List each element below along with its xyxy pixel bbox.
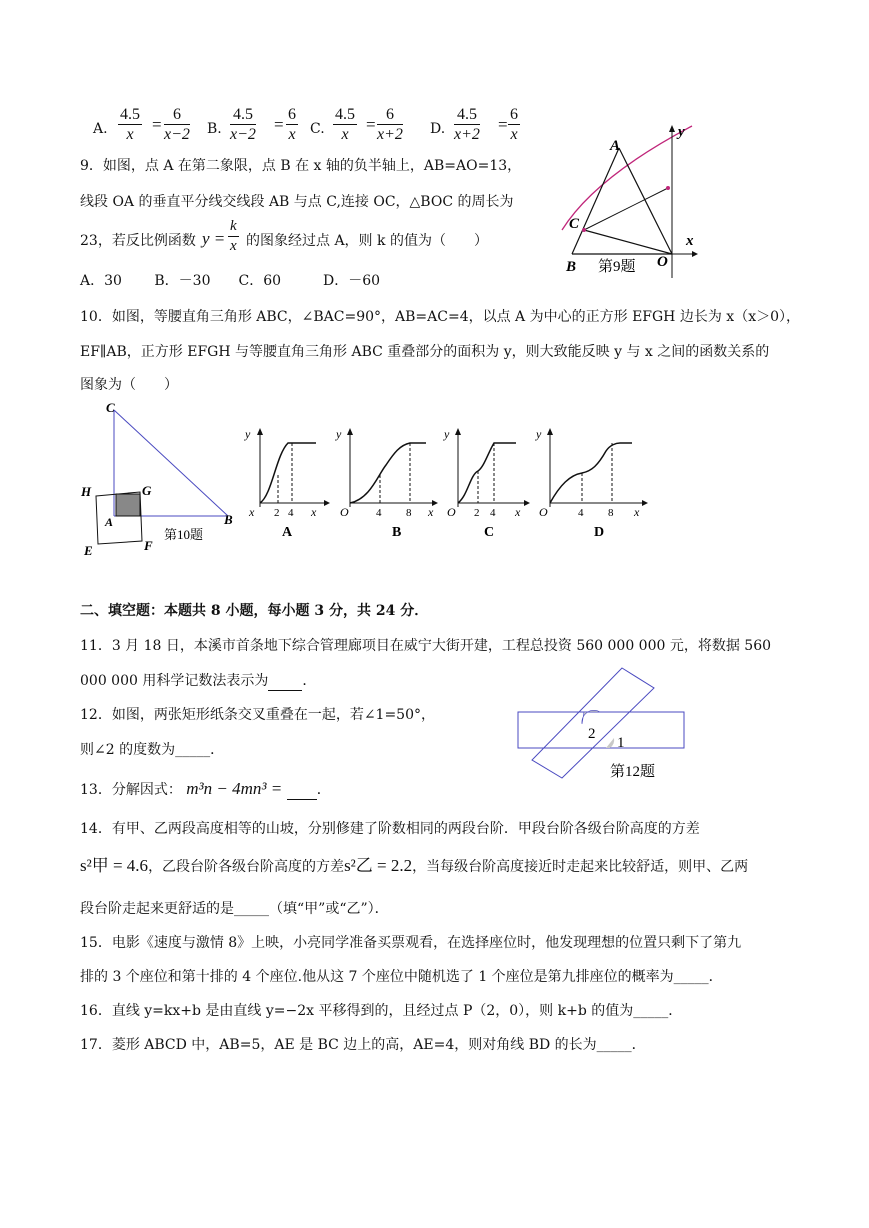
angle-2-label: 2 bbox=[588, 726, 596, 742]
tick-label: 4 bbox=[578, 507, 584, 519]
q14-line1: 14．有甲、乙两段高度相等的山坡，分别修建了阶数相同的两段台阶．甲段台阶各级台阶高度的方差 bbox=[80, 821, 700, 837]
q8-option-a-label: A. bbox=[93, 121, 108, 137]
q15-line1: 15．电影《速度与激情 8》上映，小亮同学准备买票观看，在选择座位时，他发现理想的位置只剩下了第九 bbox=[80, 935, 742, 951]
q10-graph-c bbox=[442, 425, 532, 540]
q10-graph-b bbox=[330, 425, 440, 540]
axis-x-label: x bbox=[311, 505, 317, 519]
label-c: C bbox=[569, 216, 580, 232]
q10-line1: 10．如图，等腰直角三角形 ABC，∠BAC=90°，AB=AC=4，以点 A 为中心的正方形 EFGH 边长为 x（x＞0）， bbox=[80, 309, 800, 325]
label-f: F bbox=[144, 538, 153, 553]
q11-answer-blank bbox=[268, 672, 302, 691]
q9-y-eq: y = bbox=[202, 229, 226, 248]
q10-figure bbox=[76, 398, 246, 560]
label-x: x bbox=[686, 233, 694, 249]
q8-d-frac2: $\frac{6}{x}$ bbox=[510, 106, 518, 143]
q14-line3: 段台阶走起来更舒适的是_____（填“甲”或“乙”）． bbox=[80, 901, 389, 917]
tilted-strip bbox=[532, 668, 654, 778]
tick-label: 2 bbox=[474, 507, 480, 519]
q8-a-eq: = bbox=[152, 115, 162, 134]
q9-line2: 线段 OA 的垂直平分线交线段 AB 与点 C,连接 OC，△BOC 的周长为 bbox=[80, 194, 514, 210]
label-c: C bbox=[106, 400, 115, 415]
axis-y-label: y bbox=[536, 427, 542, 441]
q9-options: A．30 B．－30 C．60 D．－60 bbox=[80, 273, 381, 289]
tick-label: 4 bbox=[288, 507, 294, 519]
q13-expression: m³n − 4mn³ = bbox=[186, 779, 283, 798]
q13-end: ． bbox=[316, 782, 331, 798]
q8-c-frac1: $\frac{4.5}{x}$ bbox=[335, 106, 355, 143]
label-h: H bbox=[81, 484, 92, 499]
q8-option-c-label: C. bbox=[310, 121, 325, 137]
label-e: E bbox=[84, 543, 93, 558]
q14-mid-text: ，乙段台阶各级台阶高度的方差 bbox=[148, 859, 345, 875]
q8-d-frac1: $\frac{4.5}{x+2}$ bbox=[454, 106, 480, 143]
q11-line1: 11．3 月 18 日，本溪市首条地下综合管理廊项目在威宁大街开建，工程总投资 560 000 000 元，将数据 560 bbox=[80, 638, 772, 654]
horizontal-strip bbox=[518, 712, 684, 748]
graph-letter: C bbox=[484, 525, 495, 540]
origin-label: O bbox=[539, 505, 548, 519]
axis-x-label: x bbox=[515, 505, 521, 519]
q11-line2-end: ． bbox=[302, 673, 317, 689]
tick-label: 8 bbox=[406, 507, 412, 519]
label-a: A bbox=[610, 138, 621, 154]
q8-option-d-label: D. bbox=[430, 121, 446, 137]
q14-variance-jia: s²甲 = 4.6 bbox=[80, 856, 149, 875]
overlap-region bbox=[116, 494, 140, 516]
q10-graph-a bbox=[236, 425, 330, 540]
tick-label: 4 bbox=[490, 507, 496, 519]
axis-y-label: y bbox=[245, 427, 251, 441]
q11-line2 bbox=[80, 672, 316, 691]
q8-a-frac1: $\frac{4.5}{x}$ bbox=[120, 106, 140, 143]
q12-figure bbox=[514, 664, 694, 784]
q17-line: 17．菱形 ABCD 中，AB=5，AE 是 BC 边上的高，AE=4，则对角线 BD 的长为_____． bbox=[80, 1037, 646, 1053]
tick-label: 4 bbox=[376, 507, 382, 519]
q8-b-frac2: $\frac{6}{x}$ bbox=[288, 106, 296, 143]
q10-graph-d bbox=[532, 425, 650, 540]
q9-line1: 9．如图，点 A 在第二象限，点 B 在 x 轴的负半轴上，AB=AO=13， bbox=[80, 158, 522, 174]
label-b: B bbox=[224, 512, 233, 527]
tick-label: 8 bbox=[608, 507, 614, 519]
q8-c-frac2: $\frac{6}{x+2}$ bbox=[377, 106, 403, 143]
q14-variance-yi: s²乙 = 2.2 bbox=[344, 856, 413, 875]
axis-y-label: y bbox=[444, 427, 450, 441]
q11-line2-text: 000 000 用科学记数法表示为 bbox=[80, 673, 269, 689]
q8-b-eq: = bbox=[274, 115, 284, 134]
angle-1-label: 1 bbox=[617, 735, 625, 751]
q12-caption: 第12题 bbox=[610, 764, 656, 780]
label-y: y bbox=[678, 124, 685, 140]
graph-letter: D bbox=[594, 525, 605, 540]
q9-line3-post: 的图象经过点 A，则 k 的值为（ ） bbox=[246, 233, 488, 249]
q13-line bbox=[80, 780, 331, 800]
label-b: B bbox=[566, 259, 577, 275]
q10-line2: EF∥AB，正方形 EFGH 与等腰直角三角形 ABC 重叠部分的面积为 y，则大致能反映 y 与 x 之间的函数关系的 bbox=[80, 344, 770, 360]
label-a: A bbox=[105, 515, 114, 529]
q8-d-eq: = bbox=[498, 115, 508, 134]
q13-prefix: 13．分解因式： bbox=[80, 782, 182, 798]
q14-line2-end: ，当每级台阶高度接近时走起来比较舒适，则甲、乙两 bbox=[412, 859, 749, 875]
graph-letter: A bbox=[282, 525, 293, 540]
q9-k-over-x: $\frac{k}{x}$ bbox=[230, 218, 237, 254]
axis-x-label: x bbox=[634, 505, 640, 519]
segment-co bbox=[584, 230, 672, 254]
section-2-title: 二、填空题：本题共 8 小题，每小题 3 分，共 24 分． bbox=[80, 603, 429, 619]
axis-origin-label: x bbox=[249, 505, 255, 519]
q8-option-b-label: B. bbox=[207, 121, 222, 137]
q8-b-frac1: $\frac{4.5}{x-2}$ bbox=[230, 106, 256, 143]
label-g: G bbox=[142, 483, 152, 498]
q8-a-frac2: $\frac{6}{x-2}$ bbox=[164, 106, 190, 143]
axis-x-label: x bbox=[428, 505, 434, 519]
origin-label: O bbox=[340, 505, 349, 519]
q16-line: 16．直线 y=kx+b 是由直线 y=−2x 平移得到的，且经过点 P（2，0），则 k+b 的值为_____． bbox=[80, 1003, 683, 1019]
graph-letter: B bbox=[392, 525, 402, 540]
q15-line2: 排的 3 个座位和第十排的 4 个座位.他从这 7 个座位中随机选了 1 个座位是第九排座位的概率为_____． bbox=[80, 969, 723, 985]
tick-label: 2 bbox=[274, 507, 280, 519]
q10-caption: 第10题 bbox=[164, 527, 204, 542]
q9-figure bbox=[552, 118, 712, 278]
q14-line2 bbox=[80, 857, 748, 876]
origin-label: O bbox=[447, 505, 456, 519]
q9-line3-pre: 23，若反比例函数 bbox=[80, 233, 196, 249]
segment-ao bbox=[619, 148, 672, 254]
q12-line2: 则∠2 的度数为_____． bbox=[80, 742, 225, 758]
q8-c-eq: = bbox=[366, 115, 376, 134]
q13-answer-blank bbox=[287, 781, 317, 800]
perp-bisector bbox=[584, 188, 668, 230]
label-o: O bbox=[657, 254, 668, 270]
q12-line1: 12．如图，两张矩形纸条交叉重叠在一起，若∠1=50°， bbox=[80, 707, 435, 723]
axis-y-label: y bbox=[336, 427, 342, 441]
q9-caption: 第9题 bbox=[598, 259, 636, 275]
q10-line3: 图象为（ ） bbox=[80, 377, 178, 393]
